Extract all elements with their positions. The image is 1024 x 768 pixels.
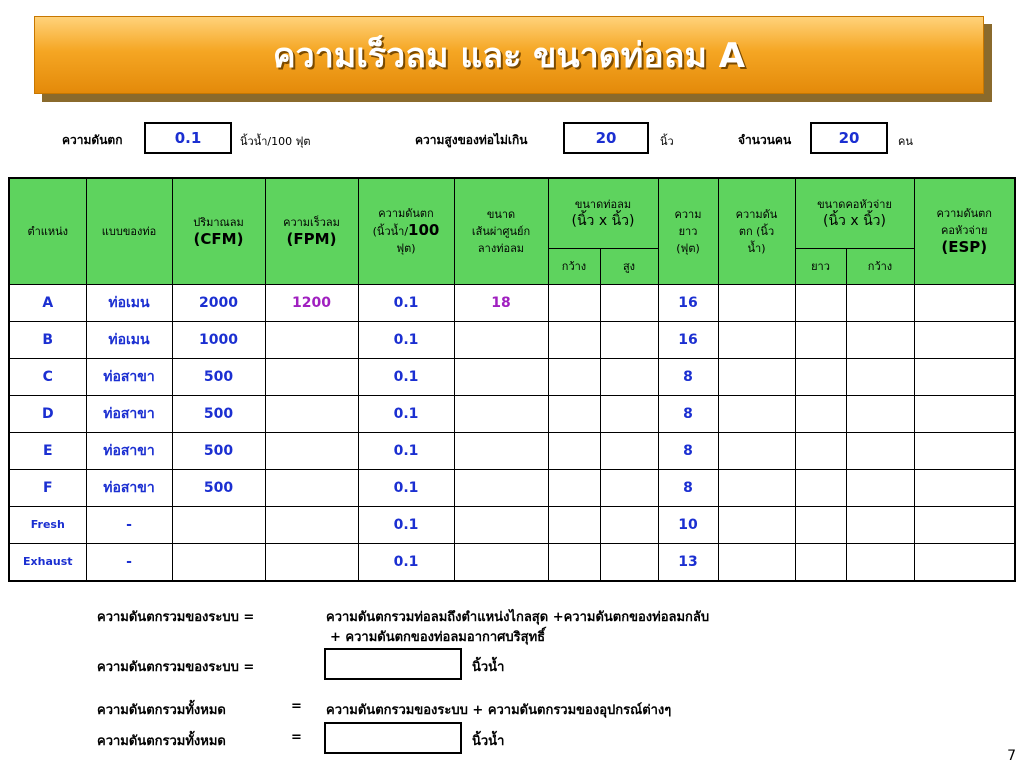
cell-diameter: 18	[454, 284, 548, 321]
cell-pressure-drop-2[interactable]	[718, 543, 795, 581]
cell-pressure-drop: 0.1	[358, 432, 454, 469]
header-airflow: ปริมาณลม (CFM)	[172, 178, 265, 284]
cell-esp[interactable]	[914, 395, 1015, 432]
cell-duct-height[interactable]	[600, 321, 658, 358]
cell-duct-width[interactable]	[548, 284, 600, 321]
cell-airflow	[172, 543, 265, 581]
cell-esp[interactable]	[914, 432, 1015, 469]
cell-duct-type: -	[86, 543, 172, 581]
header-neck-size: ขนาดคอหัวจ่าย (นิ้ว x นิ้ว)	[795, 178, 914, 248]
cell-pressure-drop-2[interactable]	[718, 284, 795, 321]
all-total-answer-field[interactable]	[324, 722, 462, 754]
cell-esp[interactable]	[914, 469, 1015, 506]
cell-velocity	[265, 358, 358, 395]
cell-diameter	[454, 469, 548, 506]
pressure-drop-field[interactable]: 0.1	[144, 122, 232, 154]
cell-duct-height[interactable]	[600, 469, 658, 506]
header-velocity: ความเร็วลม (FPM)	[265, 178, 358, 284]
cell-position: Exhaust	[9, 543, 86, 581]
cell-airflow: 500	[172, 432, 265, 469]
cell-pressure-drop-2[interactable]	[718, 358, 795, 395]
system-total-formula-line1: ความดันตกรวมท่อลมถึงตำแหน่งไกลสุด +ความดันตกของท่อลมกลับ	[326, 610, 710, 625]
system-total-answer-field[interactable]	[324, 648, 462, 680]
cell-duct-height[interactable]	[600, 358, 658, 395]
cell-airflow: 500	[172, 469, 265, 506]
cell-pressure-drop: 0.1	[358, 358, 454, 395]
cell-neck-width[interactable]	[846, 506, 914, 543]
cell-airflow	[172, 506, 265, 543]
cell-length: 8	[658, 432, 718, 469]
system-total-formula-line2: + ความดันตกของท่อลมอากาศบริสุทธิ์	[330, 630, 546, 645]
cell-neck-length[interactable]	[795, 358, 846, 395]
cell-pressure-drop: 0.1	[358, 543, 454, 581]
cell-duct-type: ท่อเมน	[86, 321, 172, 358]
cell-neck-length[interactable]	[795, 506, 846, 543]
cell-length: 8	[658, 469, 718, 506]
header-neck-width: กว้าง	[846, 248, 914, 284]
table-row	[9, 321, 1015, 358]
cell-neck-width[interactable]	[846, 469, 914, 506]
cell-length: 8	[658, 395, 718, 432]
cell-position: A	[9, 284, 86, 321]
people-count-field[interactable]: 20	[810, 122, 888, 154]
system-total-label: ความดันตกรวมของระบบ =	[97, 610, 255, 625]
cell-duct-width[interactable]	[548, 395, 600, 432]
cell-esp[interactable]	[914, 358, 1015, 395]
cell-neck-length[interactable]	[795, 395, 846, 432]
cell-pressure-drop: 0.1	[358, 395, 454, 432]
cell-position: D	[9, 395, 86, 432]
table-row	[9, 432, 1015, 469]
cell-pressure-drop: 0.1	[358, 284, 454, 321]
header-duct-height: สูง	[600, 248, 658, 284]
table-row	[9, 543, 1015, 581]
cell-neck-length[interactable]	[795, 321, 846, 358]
all-total-equals: =	[291, 699, 302, 714]
cell-duct-width[interactable]	[548, 469, 600, 506]
header-esp: ความดันตก คอหัวจ่าย (ESP)	[914, 178, 1015, 284]
cell-duct-height[interactable]	[600, 506, 658, 543]
cell-length: 8	[658, 358, 718, 395]
cell-pressure-drop: 0.1	[358, 469, 454, 506]
cell-esp[interactable]	[914, 543, 1015, 581]
duct-sizing-table	[8, 177, 1016, 582]
cell-neck-length[interactable]	[795, 432, 846, 469]
cell-length: 10	[658, 506, 718, 543]
header-diameter: ขนาด เส้นผ่าศูนย์ก ลางท่อลม	[454, 178, 548, 284]
cell-duct-type: ท่อเมน	[86, 284, 172, 321]
cell-position: B	[9, 321, 86, 358]
cell-pressure-drop: 0.1	[358, 321, 454, 358]
cell-velocity	[265, 543, 358, 581]
cell-duct-width[interactable]	[548, 358, 600, 395]
cell-position: C	[9, 358, 86, 395]
header-length: ความ ยาว (ฟุต)	[658, 178, 718, 284]
header-duct-width: กว้าง	[548, 248, 600, 284]
people-count-unit: คน	[898, 135, 913, 148]
page-title: ความเร็วลม และ ขนาดท่อลม A	[272, 36, 746, 76]
system-total-unit: นิ้วน้ำ	[472, 660, 505, 675]
cell-length: 16	[658, 321, 718, 358]
cell-velocity	[265, 469, 358, 506]
cell-duct-width[interactable]	[548, 543, 600, 581]
cell-airflow: 500	[172, 358, 265, 395]
header-position: ตำแหน่ง	[9, 178, 86, 284]
table-row	[9, 506, 1015, 543]
cell-neck-width[interactable]	[846, 321, 914, 358]
cell-neck-length[interactable]	[795, 469, 846, 506]
cell-duct-width[interactable]	[548, 432, 600, 469]
cell-airflow: 500	[172, 395, 265, 432]
max-height-field[interactable]: 20	[563, 122, 649, 154]
page-number: 7	[1007, 748, 1016, 764]
cell-length: 16	[658, 284, 718, 321]
cell-duct-type: -	[86, 506, 172, 543]
cell-velocity	[265, 321, 358, 358]
all-total-formula: ความดันตกรวมของระบบ + ความดันตกรวมของอุปกรณ์ต่างๆ	[326, 703, 672, 718]
cell-neck-length[interactable]	[795, 284, 846, 321]
max-height-unit: นิ้ว	[660, 135, 674, 148]
cell-pressure-drop-2[interactable]	[718, 506, 795, 543]
cell-pressure-drop-2[interactable]	[718, 432, 795, 469]
cell-neck-width[interactable]	[846, 358, 914, 395]
all-total-unit: นิ้วน้ำ	[472, 734, 505, 749]
cell-pressure-drop-2[interactable]	[718, 395, 795, 432]
cell-position: E	[9, 432, 86, 469]
cell-duct-width[interactable]	[548, 321, 600, 358]
cell-velocity	[265, 432, 358, 469]
pressure-drop-unit: นิ้วน้ำ/100 ฟุต	[240, 135, 311, 148]
cell-neck-width[interactable]	[846, 284, 914, 321]
cell-airflow: 2000	[172, 284, 265, 321]
cell-pressure-drop: 0.1	[358, 506, 454, 543]
cell-position: F	[9, 469, 86, 506]
cell-velocity: 1200	[265, 284, 358, 321]
cell-duct-type: ท่อสาขา	[86, 395, 172, 432]
cell-diameter	[454, 321, 548, 358]
cell-pressure-drop-2[interactable]	[718, 469, 795, 506]
parameters-row	[0, 122, 1024, 156]
cell-diameter	[454, 432, 548, 469]
cell-duct-type: ท่อสาขา	[86, 469, 172, 506]
cell-neck-width[interactable]	[846, 432, 914, 469]
cell-position: Fresh	[9, 506, 86, 543]
people-count-label: จำนวนคน	[738, 133, 792, 147]
cell-velocity	[265, 395, 358, 432]
max-height-label: ความสูงของท่อไม่เกิน	[415, 133, 528, 147]
title-banner	[34, 16, 984, 94]
cell-duct-height[interactable]	[600, 543, 658, 581]
cell-esp[interactable]	[914, 321, 1015, 358]
all-total-label-2: ความดันตกรวมทั้งหมด	[97, 734, 226, 749]
cell-pressure-drop-2[interactable]	[718, 321, 795, 358]
cell-diameter	[454, 543, 548, 581]
cell-duct-type: ท่อสาขา	[86, 358, 172, 395]
cell-diameter	[454, 358, 548, 395]
cell-esp[interactable]	[914, 284, 1015, 321]
table-row	[9, 284, 1015, 321]
cell-neck-length[interactable]	[795, 543, 846, 581]
table-row	[9, 469, 1015, 506]
header-neck-length: ยาว	[795, 248, 846, 284]
cell-diameter	[454, 506, 548, 543]
cell-duct-type: ท่อสาขา	[86, 432, 172, 469]
table-row	[9, 395, 1015, 432]
cell-length: 13	[658, 543, 718, 581]
header-pressure-drop-2: ความดัน ตก (นิ้ว น้ำ)	[718, 178, 795, 284]
cell-neck-width[interactable]	[846, 543, 914, 581]
cell-airflow: 1000	[172, 321, 265, 358]
cell-neck-width[interactable]	[846, 395, 914, 432]
cell-velocity	[265, 506, 358, 543]
pressure-drop-label: ความดันตก	[62, 133, 123, 147]
header-duct-type: แบบของท่อ	[86, 178, 172, 284]
header-pressure-drop: ความดันตก (นิ้วน้ำ/100 ฟุต)	[358, 178, 454, 284]
cell-duct-height[interactable]	[600, 395, 658, 432]
table-row	[9, 358, 1015, 395]
cell-duct-width[interactable]	[548, 506, 600, 543]
cell-duct-height[interactable]	[600, 432, 658, 469]
cell-esp[interactable]	[914, 506, 1015, 543]
system-total-label-2: ความดันตกรวมของระบบ =	[97, 660, 255, 675]
cell-diameter	[454, 395, 548, 432]
all-total-label: ความดันตกรวมทั้งหมด	[97, 703, 226, 718]
header-duct-size: ขนาดท่อลม (นิ้ว x นิ้ว)	[548, 178, 658, 248]
all-total-equals-2: =	[291, 730, 302, 745]
cell-duct-height[interactable]	[600, 284, 658, 321]
